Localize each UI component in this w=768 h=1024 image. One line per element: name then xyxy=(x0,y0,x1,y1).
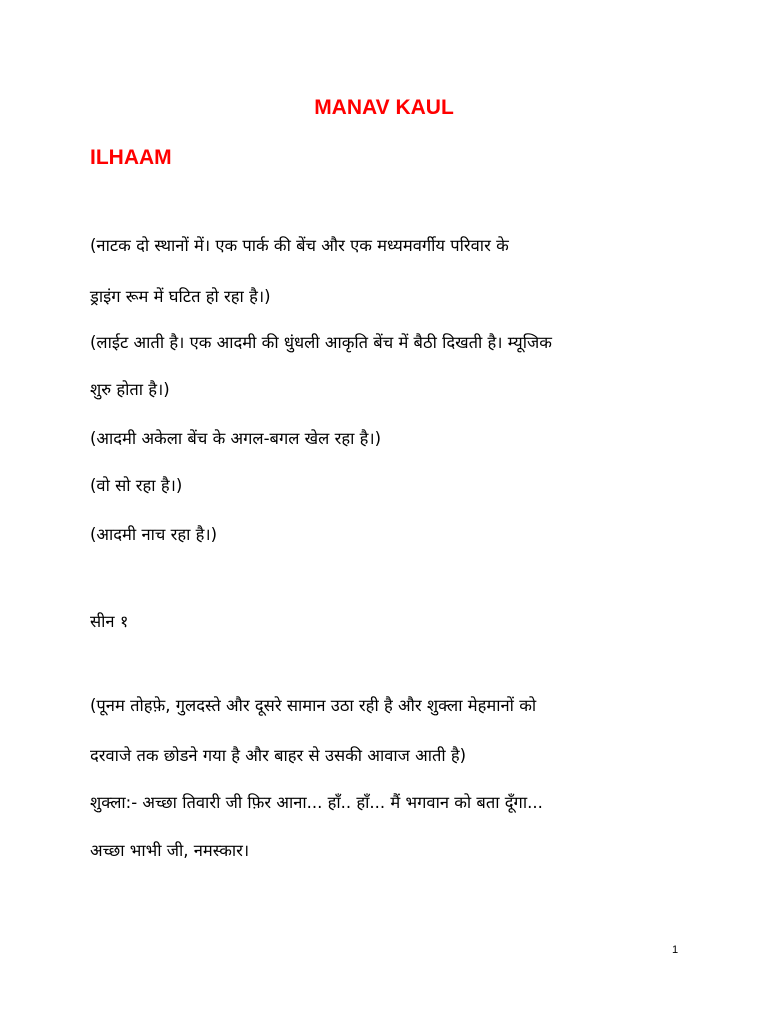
stage-direction-line: (लाईट आती है। एक आदमी की धुंधली आकृति बेंच में बैठी दिखती है। म्यूजिक xyxy=(90,333,552,352)
scene-heading: सीन १ xyxy=(90,612,129,631)
stage-direction-line: शुरु होता है।) xyxy=(90,380,170,399)
dialogue-line: अच्छा भाभी जी, नमस्कार। xyxy=(90,841,250,860)
page-number: 1 xyxy=(672,944,679,956)
stage-direction-line: (आदमी नाच रहा है।) xyxy=(90,525,218,544)
stage-direction-line: (नाटक दो स्थानों में। एक पार्क की बेंच और एक मध्यमवर्गीय परिवार के xyxy=(90,236,509,255)
stage-direction-line: (आदमी अकेला बेंच के अगल-बगल खेल रहा है।) xyxy=(90,429,382,448)
author-name: MANAV KAUL xyxy=(314,96,454,119)
stage-direction-line: ड्राइंग रूम में घटित हो रहा है।) xyxy=(90,287,271,306)
stage-direction-line: दरवाजे तक छोडने गया है और बाहर से उसकी आवाज आती है) xyxy=(90,746,467,765)
dialogue-line: शुक्ला:- अच्छा तिवारी जी फ़िर आना... हाँ.. हाँ... मैं भगवान को बता दूँगा... xyxy=(90,793,543,812)
stage-direction-line: (पूनम तोहफ़े, गुलदस्ते और दूसरे सामान उठा रही है और शुक्ला मेहमानों को xyxy=(90,696,537,715)
play-title: ILHAAM xyxy=(90,146,172,169)
stage-direction-line: (वो सो रहा है।) xyxy=(90,476,183,495)
